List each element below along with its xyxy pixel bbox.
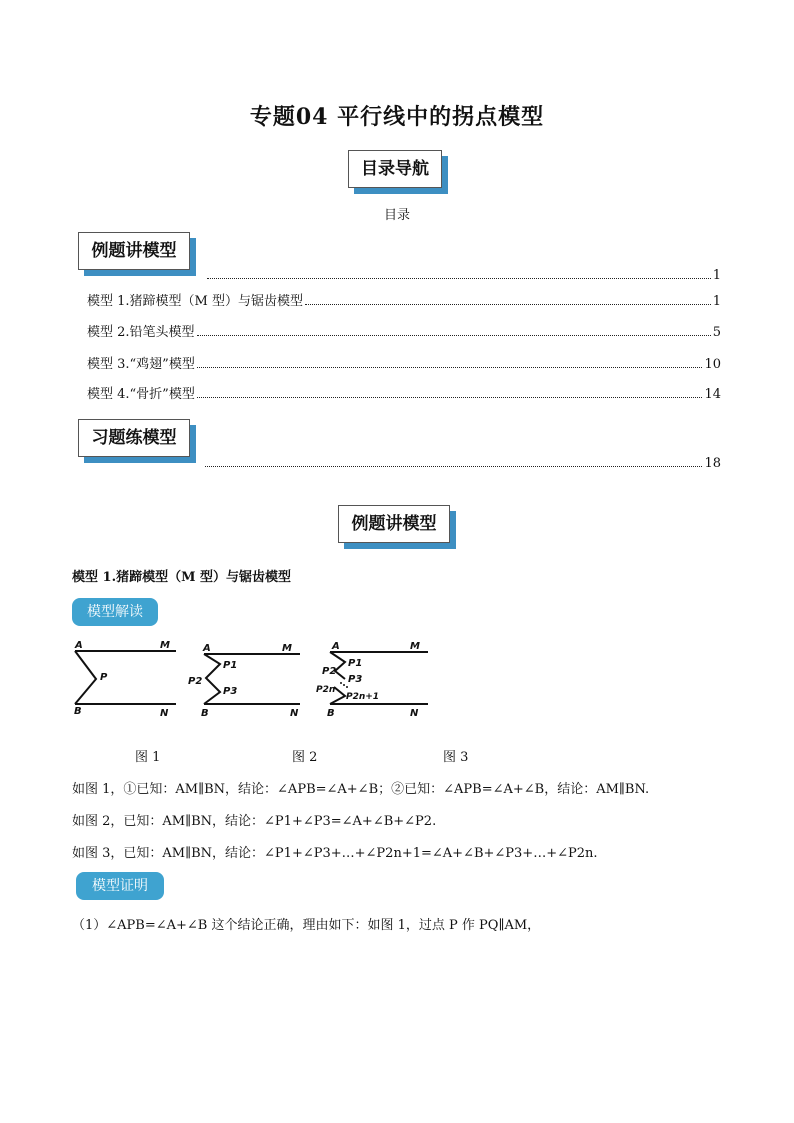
- figure-caption-1: 图 1: [135, 750, 161, 765]
- figure-caption-3: 图 3: [443, 750, 469, 765]
- section-box-exercises: 习题练模型: [78, 419, 190, 457]
- fig3-ellipsis-dot: [346, 686, 348, 688]
- figures: [60, 636, 450, 728]
- nav-box: 目录导航: [348, 150, 442, 188]
- fig3-label-n: N: [410, 708, 419, 719]
- figure-caption-2: 图 2: [292, 750, 318, 765]
- fig1-label-p: P: [100, 672, 108, 683]
- toc-leader: [197, 367, 703, 368]
- fig2-label-b: B: [201, 708, 209, 719]
- proof-paragraph-1: （1）∠APB=∠A+∠B 这个结论正确，理由如下：如图 1，过点 P 作 PQ∥AM，: [72, 918, 541, 933]
- fig2-label-m: M: [282, 643, 292, 654]
- toc-entry[interactable]: 模型 4.“骨折”模型 14: [87, 387, 721, 402]
- model1-heading: 模型 1.猪蹄模型（M 型）与锯齿模型: [72, 570, 292, 585]
- fig1-label-a: A: [75, 640, 83, 651]
- pill-model-proof: 模型证明: [76, 872, 164, 900]
- toc-entry[interactable]: 模型 1.猪蹄模型（M 型）与锯齿模型 1: [87, 294, 721, 309]
- paragraph-fig2: 如图 2，已知：AM∥BN，结论：∠P1+∠P3=∠A+∠B+∠P2.: [72, 814, 437, 829]
- fig3-label-m: M: [410, 641, 420, 652]
- toc-entry[interactable]: 模型 2.铅笔头模型 5: [87, 325, 721, 340]
- paragraph-fig1: 如图 1，①已知：AM∥BN，结论：∠APB=∠A+∠B；②已知：∠APB=∠A+∠B，结论：AM∥BN.: [72, 782, 650, 797]
- fig2-label-n: N: [290, 708, 299, 719]
- fig1-label-m: M: [160, 640, 170, 651]
- paragraph-fig3: 如图 3，已知：AM∥BN，结论：∠P1+∠P3+…+∠P2n+1=∠A+∠B+∠P3+…+∠P2n.: [72, 846, 598, 861]
- fig3-label-p2n: P2n: [316, 685, 336, 695]
- page-title: 专题04 平行线中的拐点模型: [249, 104, 545, 130]
- fig3-ellipsis-dot: [340, 682, 342, 684]
- section-box-examples: 例题讲模型: [78, 232, 190, 270]
- fig2-label-a: A: [203, 643, 211, 654]
- fig3-label-p2n1: P2n+1: [346, 692, 380, 702]
- fig2-label-p3: P3: [223, 686, 238, 697]
- fig2-label-p1: P1: [223, 660, 238, 671]
- section-title-box: 例题讲模型: [338, 505, 450, 543]
- fig3-ellipsis-dot: [343, 684, 345, 686]
- toc-heading: 目录: [383, 208, 410, 223]
- fig3-label-p3: P3: [348, 674, 363, 685]
- fig3-label-p2: P2: [322, 666, 337, 677]
- fig3-label-p1: P1: [348, 658, 363, 669]
- fig3-label-a: A: [332, 641, 340, 652]
- toc-leader: [207, 278, 711, 279]
- fig1-label-b: B: [74, 706, 82, 717]
- fig3-label-b: B: [327, 708, 335, 719]
- fig1-label-n: N: [160, 708, 169, 719]
- pill-model-interpretation: 模型解读: [72, 598, 158, 626]
- toc-entry[interactable]: 18: [203, 456, 721, 471]
- toc-leader: [205, 466, 702, 467]
- toc-leader: [197, 397, 703, 398]
- toc-entry[interactable]: 1: [205, 268, 721, 283]
- toc-leader: [197, 335, 711, 336]
- figure-1: [75, 651, 176, 704]
- toc-entry[interactable]: 模型 3.“鸡翅”模型 10: [87, 357, 721, 372]
- fig2-label-p2: P2: [188, 676, 203, 687]
- figure-2: [204, 654, 300, 704]
- toc-leader: [305, 304, 711, 305]
